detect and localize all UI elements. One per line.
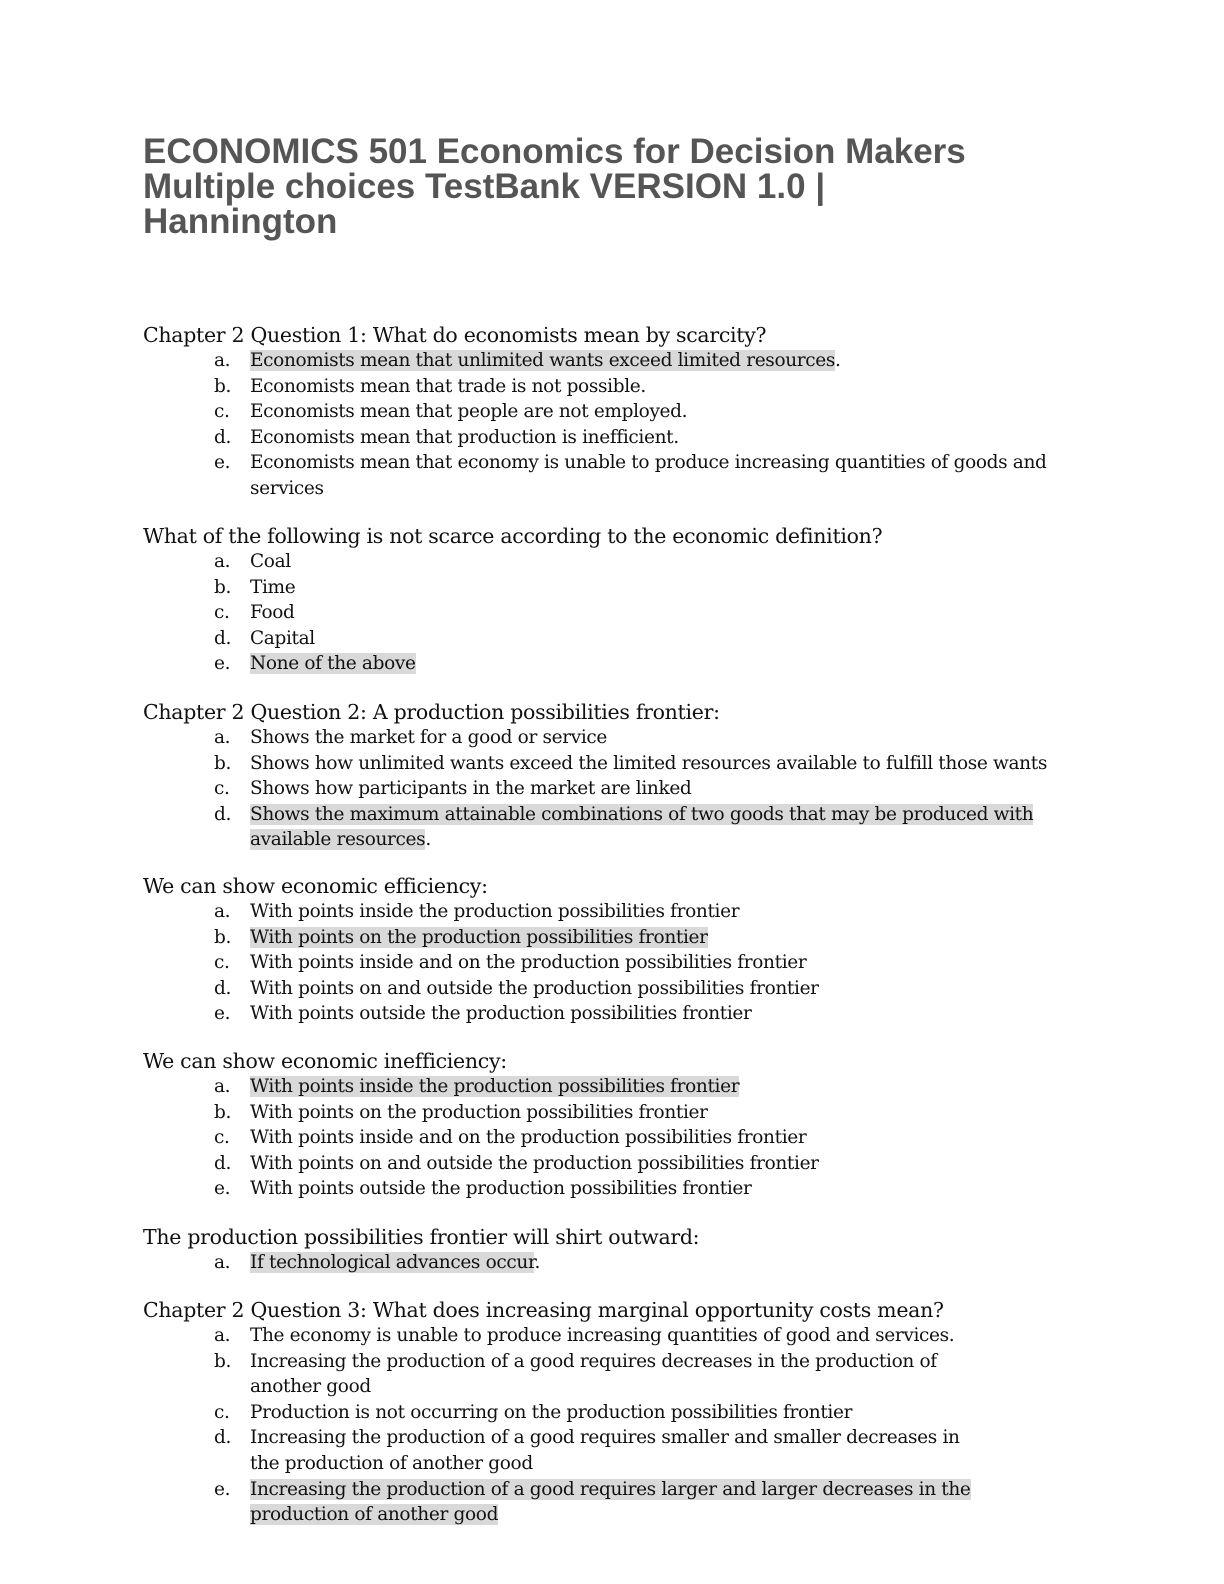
- option-text: Time: [250, 576, 296, 598]
- highlighted-answer-text: Economists mean that unlimited wants exceed limited resources: [250, 350, 836, 371]
- option-text: Increasing the production of a good requires decreases in the production of another good: [250, 1350, 937, 1398]
- answer-option: [143, 1125, 1070, 1151]
- option-text: Increasing the production of a good requires smaller and smaller decreases in the production of another good: [250, 1427, 960, 1474]
- answer-option: [143, 725, 1070, 751]
- option-letter: b.: [214, 752, 232, 774]
- option-text: Shows how participants in the market are linked: [250, 778, 692, 800]
- answer-option: [143, 776, 1070, 802]
- option-text: With points on and outside the production possibilities frontier: [250, 1152, 819, 1174]
- answer-options: [143, 1250, 1083, 1276]
- option-letter: d.: [214, 1152, 232, 1174]
- option-letter: a.: [214, 1252, 231, 1273]
- question-block: [143, 523, 1083, 677]
- answer-option: [143, 1400, 990, 1426]
- option-letter: c.: [214, 602, 230, 624]
- option-text: Food: [250, 602, 295, 624]
- option-letter: c.: [214, 1401, 230, 1423]
- option-letter: a.: [214, 901, 231, 922]
- question-text: We can show economic efficiency:: [143, 874, 488, 898]
- option-trailing-punctuation: .: [534, 1252, 540, 1273]
- question-block: [143, 1297, 1083, 1528]
- option-trailing-punctuation: .: [835, 350, 841, 371]
- option-letter: a.: [214, 1076, 231, 1097]
- answer-option: [143, 976, 1070, 1002]
- option-letter: c.: [214, 401, 230, 423]
- option-letter: c.: [214, 1127, 230, 1149]
- option-text: With points inside the production possibilities frontier: [250, 901, 740, 922]
- option-text: Shows how unlimited wants exceed the limited resources available to fulfill those wants: [250, 752, 1047, 774]
- answer-option-correct: [143, 1074, 1070, 1100]
- option-letter: c.: [214, 778, 230, 800]
- answer-option: [143, 450, 1070, 501]
- option-trailing-punctuation: .: [425, 829, 431, 851]
- option-text: Coal: [250, 551, 291, 572]
- answer-option: [143, 549, 1070, 575]
- option-text: Economists mean that people are not employed.: [250, 401, 688, 423]
- highlighted-answer-text: With points inside the production possibilities frontier: [250, 1076, 740, 1097]
- option-letter: b.: [214, 1101, 232, 1123]
- option-text: Economists mean that production is inefficient.: [250, 426, 679, 448]
- option-letter: d.: [214, 1427, 232, 1449]
- answer-option-correct: [143, 802, 1070, 853]
- answer-options: [143, 549, 1083, 677]
- option-text: With points inside and on the production possibilities frontier: [250, 952, 807, 974]
- highlighted-answer-text: Shows the maximum attainable combinations of two goods that may be produced with available resources: [250, 803, 1034, 851]
- answer-option: [143, 1100, 1070, 1126]
- title-line-2: Multiple choices TestBank VERSION 1.0 |: [143, 167, 826, 206]
- answer-option: [143, 1349, 990, 1400]
- option-letter: c.: [214, 952, 230, 974]
- option-letter: b.: [214, 1350, 232, 1372]
- highlighted-answer-text: None of the above: [250, 653, 416, 675]
- question-text: The production possibilities frontier will shirt outward:: [143, 1225, 700, 1249]
- answer-option-correct: [143, 925, 1070, 951]
- answer-options: [143, 725, 1083, 853]
- option-letter: e.: [214, 452, 231, 474]
- option-letter: e.: [214, 1478, 231, 1500]
- answer-options: [143, 1074, 1083, 1202]
- option-text: With points outside the production possibilities frontier: [250, 1003, 752, 1025]
- question-block: [143, 1048, 1083, 1202]
- question-text: Chapter 2 Question 2: A production possibilities frontier:: [143, 700, 720, 724]
- answer-options: [143, 348, 1083, 502]
- option-letter: b.: [214, 375, 232, 397]
- answer-option: [143, 1323, 990, 1349]
- option-letter: a.: [214, 1325, 231, 1346]
- answer-option: [143, 575, 1070, 601]
- answer-option: [143, 626, 1070, 652]
- option-letter: d.: [214, 627, 232, 649]
- option-letter: d.: [214, 426, 232, 448]
- option-text: With points on and outside the production possibilities frontier: [250, 977, 819, 999]
- option-text: With points inside and on the production possibilities frontier: [250, 1127, 807, 1149]
- option-letter: e.: [214, 1003, 231, 1025]
- answer-option-correct: [143, 1477, 990, 1528]
- question-text: What of the following is not scarce according to the economic definition?: [143, 524, 883, 548]
- highlighted-answer-text: With points on the production possibilities frontier: [250, 926, 708, 948]
- option-text: Shows the market for a good or service: [250, 727, 607, 748]
- option-letter: a.: [214, 551, 231, 572]
- answer-options: [143, 899, 1083, 1027]
- question-block: [143, 1224, 1083, 1276]
- answer-option: [143, 399, 1070, 425]
- answer-option-correct: [143, 1250, 1070, 1276]
- question-text: We can show economic inefficiency:: [143, 1049, 507, 1073]
- option-text: Economists mean that economy is unable to produce increasing quantities of goods and services: [250, 452, 1047, 499]
- answer-option: [143, 899, 1070, 925]
- answer-option: [143, 1425, 990, 1476]
- option-letter: a.: [214, 350, 231, 371]
- answer-option-correct: [143, 348, 1070, 374]
- option-letter: e.: [214, 1178, 231, 1200]
- document-title: [143, 134, 1083, 239]
- question-block: [143, 699, 1083, 853]
- answer-option: [143, 1001, 1070, 1027]
- answer-option: [143, 425, 1070, 451]
- option-text: With points outside the production possibilities frontier: [250, 1178, 752, 1200]
- option-text: The economy is unable to produce increasing quantities of good and services.: [250, 1325, 955, 1346]
- option-text: Capital: [250, 627, 315, 649]
- title-line-3: Hannington: [143, 202, 338, 241]
- option-letter: e.: [214, 653, 231, 675]
- answer-option: [143, 600, 1070, 626]
- title-line-1: ECONOMICS 501 Economics for Decision Makers: [143, 132, 966, 171]
- option-text: With points on the production possibilities frontier: [250, 1101, 708, 1123]
- highlighted-answer-text: If technological advances occur: [250, 1252, 535, 1273]
- option-letter: b.: [214, 926, 232, 948]
- answer-option-correct: [143, 651, 1070, 677]
- option-text: Production is not occurring on the production possibilities frontier: [250, 1401, 853, 1423]
- option-text: Economists mean that trade is not possible.: [250, 375, 646, 397]
- highlighted-answer-text: Increasing the production of a good requires larger and larger decreases in the production of another good: [250, 1478, 971, 1526]
- question-block: [143, 322, 1083, 502]
- option-letter: d.: [214, 977, 232, 999]
- answer-options: [143, 1323, 1083, 1528]
- question-block: [143, 873, 1083, 1027]
- answer-option: [143, 751, 1070, 777]
- option-letter: d.: [214, 803, 232, 825]
- answer-option: [143, 1151, 1070, 1177]
- option-letter: a.: [214, 727, 231, 748]
- answer-option: [143, 950, 1070, 976]
- question-text: Chapter 2 Question 1: What do economists mean by scarcity?: [143, 323, 767, 347]
- question-text: Chapter 2 Question 3: What does increasing marginal opportunity costs mean?: [143, 1298, 944, 1322]
- answer-option: [143, 1176, 1070, 1202]
- option-letter: b.: [214, 576, 232, 598]
- answer-option: [143, 374, 1070, 400]
